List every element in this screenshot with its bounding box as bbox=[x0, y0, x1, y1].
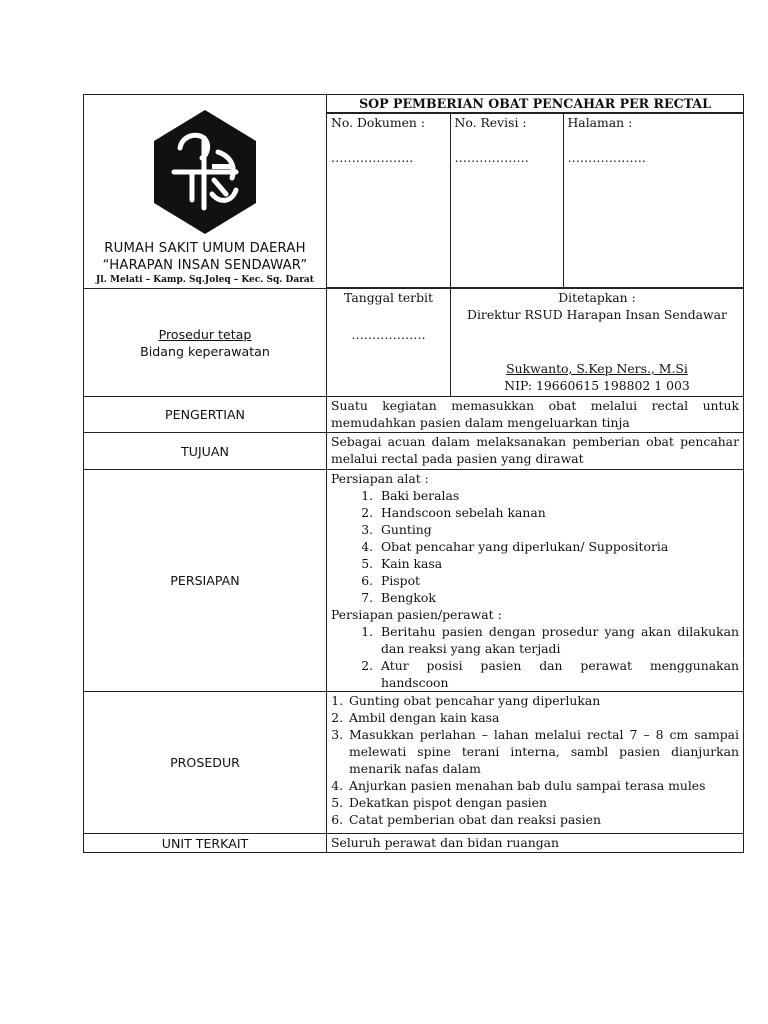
document-title: SOP PEMBERIAN OBAT PENCAHAR PER RECTAL bbox=[327, 95, 744, 113]
signature-space bbox=[455, 323, 739, 360]
list-item: 6. Pispot bbox=[377, 572, 739, 589]
procedure-type-line1: Prosedur tetap bbox=[158, 326, 252, 342]
halaman-value: ………………. bbox=[567, 150, 646, 165]
hospital-name-line1: RUMAH SAKIT UMUM DAERAH bbox=[104, 241, 306, 256]
persiapan-label: PERSIAPAN bbox=[84, 470, 327, 692]
list-item: 1. Baki beralas bbox=[377, 487, 739, 504]
list-item: 5. Kain kasa bbox=[377, 555, 739, 572]
list-item: 2. Atur posisi pasien dan perawat menggunakan handscoon bbox=[377, 657, 739, 691]
ditetapkan-cell bbox=[451, 289, 744, 397]
list-item: 7. Bengkok bbox=[377, 589, 739, 606]
tanggal-terbit-value: ……………… bbox=[351, 327, 426, 342]
tanggal-terbit-cell bbox=[327, 289, 451, 397]
hospital-logo bbox=[88, 108, 322, 236]
prosedur-content bbox=[327, 692, 744, 834]
hospital-name-line2: “HARAPAN INSAN SENDAWAR” bbox=[102, 258, 308, 273]
ditetapkan-name: Sukwanto, S.Kep Ners., M.Si bbox=[506, 361, 688, 376]
hospital-address: Jl. Melati – Kamp. Sq.Joleq – Kec. Sq. Darat bbox=[96, 275, 314, 285]
list-item: 1. Beritahu pasien dengan prosedur yang akan dilakukan dan reaksi yang akan terjadi bbox=[377, 623, 739, 657]
unit-terkait-label: UNIT TERKAIT bbox=[84, 834, 327, 853]
persiapan-pasien-list bbox=[331, 623, 739, 691]
halaman-cell bbox=[563, 114, 743, 288]
no-revisi-cell bbox=[450, 114, 563, 288]
ditetapkan-label: Ditetapkan : bbox=[558, 290, 636, 305]
persiapan-alat-heading: Persiapan alat : bbox=[331, 471, 429, 486]
tujuan-label: TUJUAN bbox=[84, 433, 327, 470]
no-dokumen-value: ……………….. bbox=[331, 150, 414, 165]
list-item: 4. Obat pencahar yang diperlukan/ Suppositoria bbox=[377, 538, 739, 555]
list-item: 5. Dekatkan pispot dengan pasien bbox=[347, 794, 739, 811]
halaman-label: Halaman : bbox=[567, 115, 633, 130]
ditetapkan-title: Direktur RSUD Harapan Insan Sendawar bbox=[467, 307, 727, 322]
pengertian-text: Suatu kegiatan memasukkan obat melalui rectal untuk memudahkan pasien dalam mengeluarkan tinja bbox=[327, 397, 744, 433]
persiapan-content bbox=[327, 470, 744, 692]
no-dokumen-cell bbox=[327, 114, 450, 288]
list-item: 6. Catat pemberian obat dan reaksi pasien bbox=[347, 811, 739, 828]
tanggal-terbit-label: Tanggal terbit bbox=[344, 290, 433, 305]
sop-document bbox=[83, 94, 743, 853]
list-item: 1. Gunting obat pencahar yang diperlukan bbox=[347, 692, 739, 709]
persiapan-alat-list bbox=[331, 487, 739, 606]
list-item: 3. Gunting bbox=[377, 521, 739, 538]
sop-table bbox=[83, 94, 744, 853]
list-item: 2. Ambil dengan kain kasa bbox=[347, 709, 739, 726]
pengertian-label: PENGERTIAN bbox=[84, 397, 327, 433]
procedure-type-line2: Bidang keperawatan bbox=[140, 343, 270, 359]
tujuan-text: Sebagai acuan dalam melaksanakan pemberian obat pencahar melalui rectal pada pasien yang dirawat bbox=[327, 433, 744, 470]
no-dokumen-label: No. Dokumen : bbox=[331, 115, 426, 130]
procedure-type bbox=[84, 289, 327, 397]
prosedur-label: PROSEDUR bbox=[84, 692, 327, 834]
list-item: 4. Anjurkan pasien menahan bab dulu sampai terasa mules bbox=[347, 777, 739, 794]
ditetapkan-nip: NIP: 19660615 198802 1 003 bbox=[504, 378, 690, 393]
persiapan-pasien-heading: Persiapan pasien/perawat : bbox=[331, 607, 502, 622]
list-item: 3. Masukkan perlahan – lahan melalui rectal 7 – 8 cm sampai melewati spine terani interna, sambl pasien dianjurkan menarik nafas dalam bbox=[347, 726, 739, 777]
prosedur-list bbox=[331, 692, 739, 828]
no-revisi-value: ……………… bbox=[454, 150, 529, 165]
document-info bbox=[327, 113, 744, 289]
list-item: 2. Handscoon sebelah kanan bbox=[377, 504, 739, 521]
unit-terkait-text: Seluruh perawat dan bidan ruangan bbox=[327, 834, 744, 853]
hospital-header bbox=[84, 95, 327, 289]
no-revisi-label: No. Revisi : bbox=[454, 115, 527, 130]
